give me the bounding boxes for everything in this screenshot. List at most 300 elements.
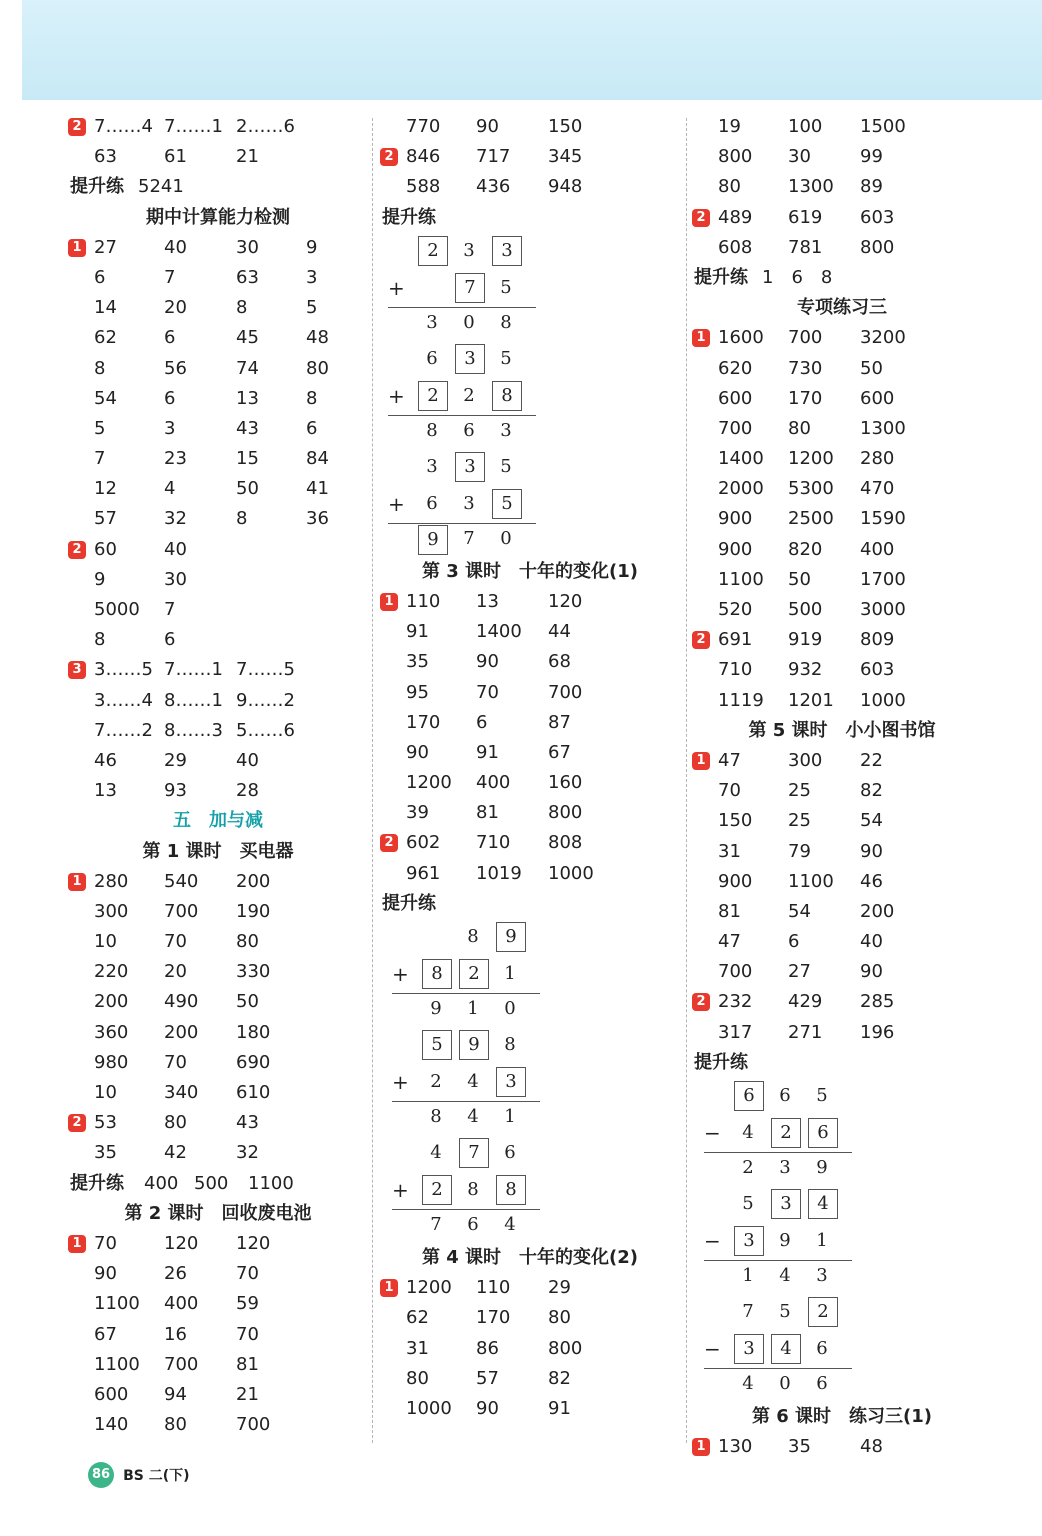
answer-value: 1000: [406, 1397, 452, 1419]
question-number-badge: 1: [68, 239, 86, 257]
arithmetic-row: [696, 1078, 992, 1115]
answer-value: 7……2: [94, 719, 153, 741]
answer-value: 120: [236, 1232, 271, 1254]
answer-value: 490: [164, 991, 199, 1013]
answer-value: 40: [164, 538, 187, 560]
answer-row: [68, 1138, 368, 1168]
answer-row: [692, 172, 992, 202]
answer-value: 1200: [406, 772, 452, 794]
answer-value: 6: [94, 266, 106, 288]
arithmetic-row: [696, 1331, 992, 1368]
answer-value: 6: [164, 629, 176, 651]
answer-row: [68, 323, 368, 353]
answer-value: 40: [164, 236, 187, 258]
answer-row: [692, 203, 992, 233]
answer-row: [68, 1350, 368, 1380]
answer-value: 232: [718, 991, 753, 1013]
answer-value: 150: [548, 116, 583, 137]
answer-box: 8: [422, 959, 452, 989]
digit: 3: [463, 492, 475, 514]
answer-row: [692, 474, 992, 504]
arithmetic-row: [380, 378, 680, 415]
section-heading: 第 6 课时 练习三(1): [751, 1406, 933, 1427]
answer-value: 200: [94, 991, 129, 1013]
answer-row: [68, 1320, 368, 1350]
answer-value: 30: [164, 568, 187, 590]
answer-value: 91: [548, 1397, 571, 1419]
answer-value: 84: [306, 448, 329, 470]
answer-value: 39: [406, 802, 429, 824]
answer-row: [692, 655, 992, 685]
answer-value: 700: [548, 681, 583, 703]
answer-row: [380, 112, 680, 142]
answer-value: 7: [164, 599, 176, 620]
answer-row: [380, 798, 680, 828]
answer-row: [68, 535, 368, 565]
answer-value: 196: [860, 1021, 895, 1043]
answer-value: 60: [94, 538, 117, 560]
answer-row: [692, 1432, 992, 1462]
answer-row: [68, 625, 368, 655]
answer-value: 1100: [788, 870, 834, 892]
digit: [418, 274, 446, 302]
digit: 3: [426, 455, 438, 477]
vertical-arithmetic: [384, 919, 680, 1243]
digit: 8: [500, 311, 512, 333]
answer-value: 80: [548, 1307, 571, 1329]
answer-value: 20: [164, 297, 187, 319]
answer-row: [68, 1048, 368, 1078]
answer-value: 23: [164, 448, 187, 470]
digit: 4: [467, 1071, 479, 1092]
answer-value: 91: [476, 741, 499, 763]
digit: 2: [742, 1157, 754, 1178]
answer-value: 90: [476, 651, 499, 673]
digit: 6: [426, 347, 438, 369]
answer-value: 1400: [718, 448, 764, 470]
answer-value: 70: [164, 1051, 187, 1073]
answer-value: 54: [788, 900, 811, 922]
answer-value: 150: [718, 810, 753, 832]
answer-value: 120: [164, 1232, 199, 1254]
answer-value: 900: [718, 508, 753, 530]
answer-row: [68, 414, 368, 444]
arithmetic-row: [384, 1027, 680, 1064]
digit: 4: [467, 1106, 479, 1127]
answer-value: 300: [788, 749, 823, 771]
digit: 0: [504, 998, 516, 1019]
section-heading: 期中计算能力检测: [146, 206, 290, 228]
answer-value: 500: [194, 1172, 229, 1194]
operator-sign: −: [704, 1337, 721, 1361]
answer-row: [380, 647, 680, 677]
sum-line: [704, 1368, 852, 1369]
answer-value: 1000: [548, 862, 594, 884]
answer-column-2: [380, 112, 680, 1424]
answer-value: 190: [236, 900, 271, 922]
answer-value: 3……4: [94, 689, 153, 711]
practice-row: [692, 263, 992, 293]
answer-value: 62: [406, 1307, 429, 1329]
answer-value: 90: [476, 1397, 499, 1419]
digit: 1: [742, 1265, 754, 1286]
answer-value: 600: [718, 387, 753, 409]
section-heading: 第 3 课时 十年的变化(1): [421, 560, 639, 582]
answer-row: [68, 444, 368, 474]
answer-row: [68, 957, 368, 987]
arithmetic-row: [380, 307, 680, 341]
answer-row: [692, 112, 992, 142]
answer-value: 1000: [860, 689, 906, 711]
digit: 1: [504, 963, 516, 984]
answer-row: [68, 867, 368, 897]
answer-row: [692, 927, 992, 957]
question-number-badge: 2: [692, 209, 710, 227]
vertical-arithmetic: [696, 1078, 992, 1402]
answer-value: 50: [788, 568, 811, 590]
answer-value: 603: [860, 206, 895, 228]
answer-row: [68, 1380, 368, 1410]
answer-value: 27: [94, 236, 117, 258]
arithmetic-row: [380, 523, 680, 557]
answer-value: 900: [718, 870, 753, 892]
column-divider-2: [686, 118, 687, 1443]
answer-row: [692, 686, 992, 716]
digit: 6: [467, 1214, 479, 1235]
answer-value: 300: [94, 900, 129, 922]
answer-value: 81: [718, 900, 741, 922]
digit: 8: [467, 926, 479, 947]
answer-row: [692, 384, 992, 414]
answer-value: 6: [164, 327, 176, 349]
answer-value: 70: [94, 1232, 117, 1254]
answer-value: 800: [860, 236, 895, 258]
answer-value: 271: [788, 1021, 823, 1043]
answer-value: 200: [236, 870, 271, 892]
answer-value: 1100: [94, 1353, 140, 1375]
answer-value: 80: [788, 417, 811, 439]
answer-value: 90: [406, 741, 429, 763]
arithmetic-row: [384, 1209, 680, 1243]
answer-value: 1 6 8: [762, 266, 833, 288]
digit: 7: [463, 527, 475, 549]
answer-row: [68, 474, 368, 504]
answer-value: 360: [94, 1021, 129, 1043]
answer-row: [692, 837, 992, 867]
answer-value: 603: [860, 659, 895, 681]
answer-value: 80: [164, 1414, 187, 1436]
answer-value: 1200: [406, 1277, 452, 1299]
answer-value: 10: [94, 931, 117, 953]
answer-box: 6: [808, 1118, 838, 1148]
answer-value: 2000: [718, 478, 764, 500]
answer-value: 180: [236, 1021, 271, 1043]
arithmetic-row: [384, 956, 680, 993]
answer-value: 70: [476, 681, 499, 703]
answer-value: 110: [406, 590, 441, 612]
arithmetic-row: [696, 1294, 992, 1331]
sum-line: [392, 1209, 540, 1210]
answer-value: 710: [718, 659, 753, 681]
answer-value: 28: [236, 780, 259, 802]
practice-label: 提升练: [694, 266, 748, 288]
answer-box: 9: [496, 922, 526, 952]
digit: 5: [779, 1301, 791, 1322]
digit: 3: [779, 1157, 791, 1178]
answer-row: [380, 768, 680, 798]
answer-row: [68, 655, 368, 685]
answer-value: 700: [718, 961, 753, 983]
arithmetic-row: [380, 449, 680, 486]
answer-row: [692, 806, 992, 836]
answer-row: [68, 504, 368, 534]
answer-row: [692, 142, 992, 172]
answer-value: 9……2: [236, 689, 295, 711]
answer-row: [380, 142, 680, 172]
answer-value: 781: [788, 236, 823, 258]
answer-value: 717: [476, 146, 511, 168]
digit: 0: [779, 1373, 791, 1394]
digit: 0: [463, 311, 475, 333]
answer-box: 5: [422, 1030, 452, 1060]
answer-value: 6: [788, 931, 800, 953]
digit: 6: [816, 1338, 828, 1359]
answer-row: [68, 112, 368, 142]
answer-row: [692, 444, 992, 474]
digit: 7: [430, 1214, 442, 1235]
answer-value: 50: [860, 357, 883, 379]
question-number-badge: 1: [380, 1279, 398, 1297]
answer-value: 35: [94, 1142, 117, 1164]
answer-value: 67: [548, 741, 571, 763]
answer-box: 3: [492, 236, 522, 266]
answer-value: 770: [406, 116, 441, 137]
answer-value: 8: [94, 629, 106, 651]
practice-label: 提升练: [382, 892, 436, 914]
digit: 5: [500, 455, 512, 477]
answer-value: 46: [860, 870, 883, 892]
answer-value: 436: [476, 176, 511, 198]
answer-value: 19: [718, 116, 741, 137]
answer-value: 800: [718, 146, 753, 168]
answer-value: 6: [476, 711, 488, 733]
operator-sign: +: [392, 1178, 409, 1202]
answer-row: [68, 595, 368, 625]
answer-value: 1590: [860, 508, 906, 530]
answer-value: 35: [406, 651, 429, 673]
answer-value: 619: [788, 206, 823, 228]
question-number-badge: 2: [692, 993, 710, 1011]
sum-line: [392, 993, 540, 994]
answer-box: 3: [771, 1189, 801, 1219]
digit: 4: [779, 1265, 791, 1286]
answer-column-1: [68, 112, 368, 1440]
answer-value: 6: [306, 417, 318, 439]
digit: 4: [504, 1214, 516, 1235]
answer-value: 56: [164, 357, 187, 379]
digit: 5: [816, 1085, 828, 1106]
answer-value: 7: [164, 266, 176, 288]
answer-value: 691: [718, 629, 753, 651]
answer-value: 160: [548, 772, 583, 794]
answer-value: 41: [306, 478, 329, 500]
answer-value: 932: [788, 659, 823, 681]
answer-value: 80: [718, 176, 741, 198]
sum-line: [392, 1101, 540, 1102]
answer-value: 130: [718, 1436, 753, 1458]
answer-value: 44: [548, 621, 571, 643]
answer-value: 30: [788, 146, 811, 168]
answer-value: 600: [94, 1383, 129, 1405]
answer-value: 3200: [860, 327, 906, 349]
answer-value: 900: [718, 538, 753, 560]
sum-line: [704, 1260, 852, 1261]
answer-value: 74: [236, 357, 259, 379]
answer-value: 68: [548, 651, 571, 673]
answer-value: 280: [94, 870, 129, 892]
answer-row: [692, 323, 992, 353]
answer-value: 1119: [718, 689, 764, 711]
operator-sign: +: [388, 491, 405, 516]
answer-value: 1700: [860, 568, 906, 590]
question-number-badge: 2: [68, 541, 86, 559]
answer-value: 170: [476, 1307, 511, 1329]
digit: 9: [430, 998, 442, 1019]
answer-value: 20: [164, 961, 187, 983]
answer-value: 90: [860, 840, 883, 862]
answer-value: 80: [406, 1367, 429, 1389]
answer-box: 8: [496, 1175, 526, 1205]
answer-box: 2: [459, 959, 489, 989]
answer-value: 400: [860, 538, 895, 560]
answer-value: 31: [406, 1337, 429, 1359]
answer-value: 22: [860, 749, 883, 771]
answer-value: 40: [236, 749, 259, 771]
answer-value: 5241: [138, 176, 184, 198]
answer-value: 8: [236, 297, 248, 319]
answer-value: 730: [788, 357, 823, 379]
answer-row: [692, 233, 992, 263]
answer-row: [692, 565, 992, 595]
answer-value: 500: [788, 599, 823, 620]
answer-value: 200: [860, 900, 895, 922]
answer-value: 489: [718, 206, 753, 228]
answer-box: 4: [808, 1189, 838, 1219]
digit: 6: [816, 1373, 828, 1394]
answer-value: 70: [164, 931, 187, 953]
answer-row: [68, 354, 368, 384]
answer-box: 3: [734, 1334, 764, 1364]
answer-value: 29: [164, 749, 187, 771]
digit: 4: [742, 1122, 754, 1143]
answer-row: [68, 776, 368, 806]
answer-value: 5: [94, 417, 106, 439]
arithmetic-row: [696, 1223, 992, 1260]
answer-row: [68, 716, 368, 746]
digit: 6: [426, 492, 438, 514]
answer-value: 110: [476, 1277, 511, 1299]
answer-value: 2……6: [236, 116, 295, 137]
answer-box: 5: [492, 489, 522, 519]
digit: 2: [463, 384, 475, 406]
answer-row: [692, 504, 992, 534]
digit: 3: [463, 239, 475, 261]
answer-value: 700: [164, 1353, 199, 1375]
answer-value: 90: [94, 1263, 117, 1285]
answer-value: 48: [860, 1436, 883, 1458]
answer-box: 9: [418, 525, 448, 555]
answer-value: 1100: [718, 568, 764, 590]
answer-value: 21: [236, 1383, 259, 1405]
answer-value: 800: [548, 1337, 583, 1359]
answer-row: [68, 565, 368, 595]
answer-row: [68, 233, 368, 263]
digit: 5: [500, 276, 512, 298]
section-heading: 第 2 课时 回收废电池: [124, 1202, 312, 1224]
answer-value: 919: [788, 629, 823, 651]
answer-value: 1200: [788, 448, 834, 470]
answer-value: 8: [306, 387, 318, 409]
practice-label: 提升练: [70, 1172, 124, 1194]
answer-value: 80: [236, 931, 259, 953]
answer-value: 50: [236, 478, 259, 500]
answer-value: 27: [788, 961, 811, 983]
answer-row: [68, 1410, 368, 1440]
answer-row: [380, 1364, 680, 1394]
answer-value: 80: [306, 357, 329, 379]
arithmetic-row: [384, 993, 680, 1027]
operator-sign: −: [704, 1121, 721, 1145]
answer-value: 25: [788, 780, 811, 802]
answer-box: 2: [808, 1297, 838, 1327]
answer-value: 3: [306, 266, 318, 288]
question-number-badge: 2: [68, 1114, 86, 1132]
digit: 3: [816, 1265, 828, 1286]
practice-label: 提升练: [694, 1051, 748, 1073]
arithmetic-row: [384, 1172, 680, 1209]
header-banner: [22, 0, 1042, 100]
answer-row: [68, 1259, 368, 1289]
answer-row: [692, 535, 992, 565]
practice-row: [380, 203, 680, 233]
answer-value: 80: [164, 1112, 187, 1134]
edition-label: BS 二(下): [123, 1468, 190, 1484]
answer-row: [380, 738, 680, 768]
answer-value: 280: [860, 448, 895, 470]
question-number-badge: 2: [68, 118, 86, 136]
answer-value: 140: [94, 1414, 129, 1436]
page-number: 86: [88, 1462, 114, 1488]
answer-value: 7: [94, 448, 106, 470]
answer-value: 700: [164, 900, 199, 922]
digit: 0: [500, 527, 512, 549]
section-heading: 五 加与减: [173, 810, 263, 832]
answer-row: [380, 1273, 680, 1303]
answer-box: 7: [455, 273, 485, 303]
answer-box: 9: [459, 1030, 489, 1060]
answer-value: 25: [788, 810, 811, 832]
answer-value: 340: [164, 1082, 199, 1103]
column-divider-1: [372, 118, 373, 1443]
digit: 3: [500, 419, 512, 441]
answer-value: 47: [718, 931, 741, 953]
arithmetic-row: [384, 1101, 680, 1135]
answer-value: 1600: [718, 327, 764, 349]
answer-box: 2: [418, 381, 448, 411]
answer-value: 62: [94, 327, 117, 349]
answer-value: 67: [94, 1323, 117, 1345]
answer-value: 808: [548, 832, 583, 854]
